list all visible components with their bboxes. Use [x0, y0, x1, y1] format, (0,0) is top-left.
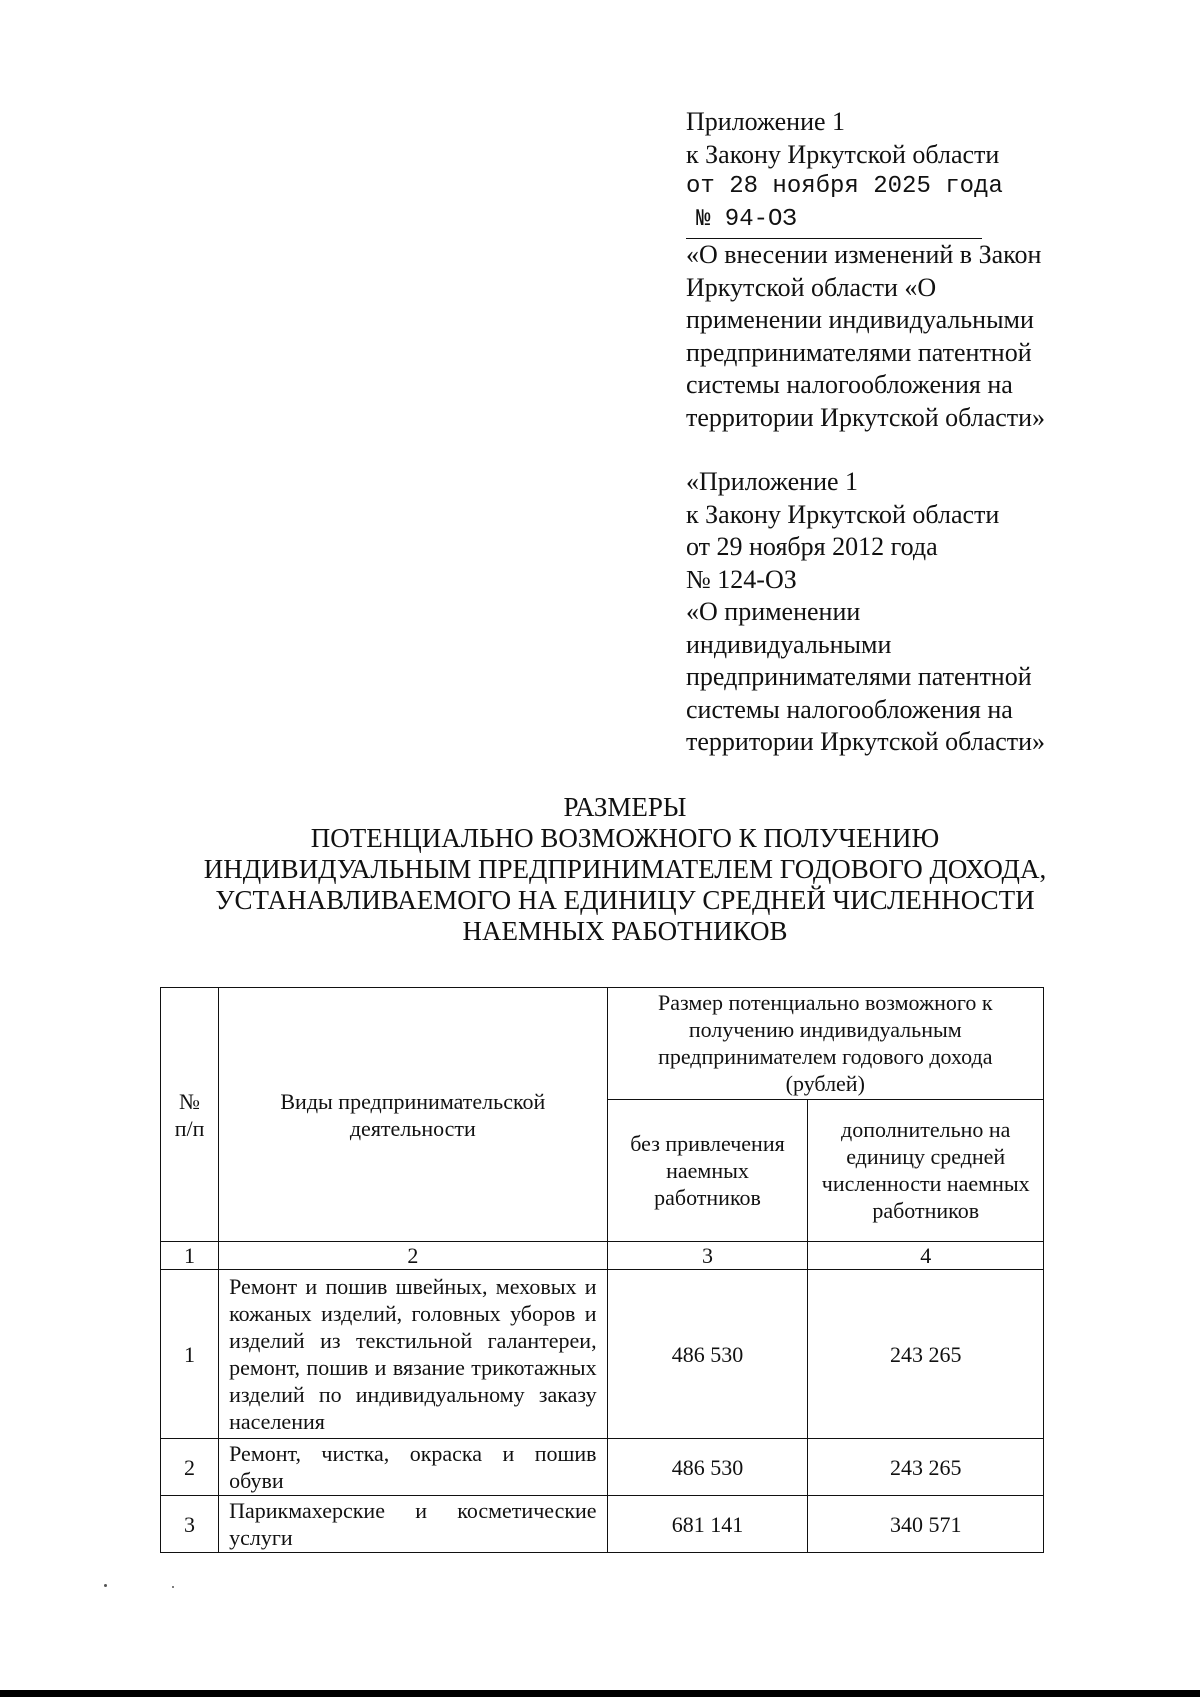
appendix-reference-current	[686, 106, 1106, 434]
appendix-original-line: «Приложение 1	[686, 467, 859, 496]
header-size-group: Размер потенциально возможного к получению индивидуальным предпринимателем годового дохода (рублей)	[607, 988, 1043, 1100]
income-rates-table	[160, 987, 1044, 1553]
scan-speck	[172, 1586, 174, 1588]
appendix-title-line: применении индивидуальными	[686, 305, 1034, 334]
row-num: 3	[161, 1496, 219, 1553]
index-cell: 3	[607, 1242, 808, 1270]
row-num: 1	[161, 1270, 219, 1439]
table-header-row	[161, 988, 1044, 1100]
appendix-original-line: территории Иркутской области»	[686, 727, 1046, 756]
title-line: ИНДИВИДУАЛЬНЫМ ПРЕДПРИНИМАТЕЛЕМ ГОДОВОГО ДОХОДА,	[203, 854, 1047, 884]
row-kind: Парикмахерские и косметические услуги	[219, 1496, 607, 1553]
appendix-original-line: № 124-ОЗ	[686, 564, 797, 594]
appendix-original-line: предпринимателями патентной	[686, 662, 1032, 691]
appendix-original-line: индивидуальными	[686, 629, 892, 659]
row-without-workers: 486 530	[607, 1439, 808, 1496]
header-num: № п/п	[161, 988, 219, 1242]
row-per-worker: 243 265	[808, 1439, 1044, 1496]
appendix-title-line: «О внесении изменений в Закон	[686, 240, 1042, 269]
row-per-worker: 243 265	[808, 1270, 1044, 1439]
title-line: НАЕМНЫХ РАБОТНИКОВ	[462, 916, 788, 946]
row-kind: Ремонт и пошив швейных, меховых и кожаных изделий, головных уборов и изделий из текстильной галантереи, ремонт, пошив и вязание трикотажных изделий по индивидуальному заказу населения	[219, 1270, 607, 1439]
appendix-law-ref: к Закону Иркутской области	[686, 139, 1000, 169]
appendix-title-line: предпринимателями патентной	[686, 337, 1032, 367]
appendix-original-line: системы налогообложения на	[686, 694, 1013, 724]
title-line: РАЗМЕРЫ	[563, 792, 687, 822]
appendix-title-line: Иркутской области «О	[686, 272, 937, 302]
appendix-date: от 28 ноября 2025 года	[686, 173, 1003, 200]
table-row	[161, 1270, 1044, 1439]
index-cell: 2	[219, 1242, 607, 1270]
appendix-law-number: № 94-ОЗ	[696, 205, 797, 233]
row-per-worker: 340 571	[808, 1496, 1044, 1553]
row-without-workers: 681 141	[607, 1496, 808, 1553]
appendix-label: Приложение 1	[686, 107, 846, 136]
appendix-original-line: к Закону Иркутской области	[686, 499, 1000, 529]
title-line: ПОТЕНЦИАЛЬНО ВОЗМОЖНОГО К ПОЛУЧЕНИЮ	[310, 823, 940, 853]
appendix-reference-original	[686, 466, 1106, 759]
title-line: УСТАНАВЛИВАЕМОГО НА ЕДИНИЦУ СРЕДНЕЙ ЧИСЛЕННОСТИ	[215, 885, 1035, 915]
scan-bottom-edge	[0, 1690, 1200, 1697]
table-row	[161, 1496, 1044, 1553]
index-cell: 1	[161, 1242, 219, 1270]
index-cell: 4	[808, 1242, 1044, 1270]
row-without-workers: 486 530	[607, 1270, 808, 1439]
appendix-title-line: территории Иркутской области»	[686, 402, 1046, 432]
appendix-original-line: «О применении	[686, 597, 861, 626]
table-row	[161, 1439, 1044, 1496]
row-kind: Ремонт, чистка, окраска и пошив обуви	[219, 1439, 607, 1496]
table-index-row	[161, 1242, 1044, 1270]
header-per-worker: дополнительно на единицу средней численности наемных работников	[808, 1099, 1044, 1241]
appendix-original-line: от 29 ноября 2012 года	[686, 532, 938, 561]
row-num: 2	[161, 1439, 219, 1496]
appendix-title-line: системы налогообложения на	[686, 370, 1013, 399]
header-kind: Виды предпринимательской деятельности	[219, 988, 607, 1242]
scan-speck	[104, 1584, 107, 1587]
page-title	[120, 792, 1130, 947]
header-without-workers: без привлечения наемных работников	[607, 1099, 808, 1241]
